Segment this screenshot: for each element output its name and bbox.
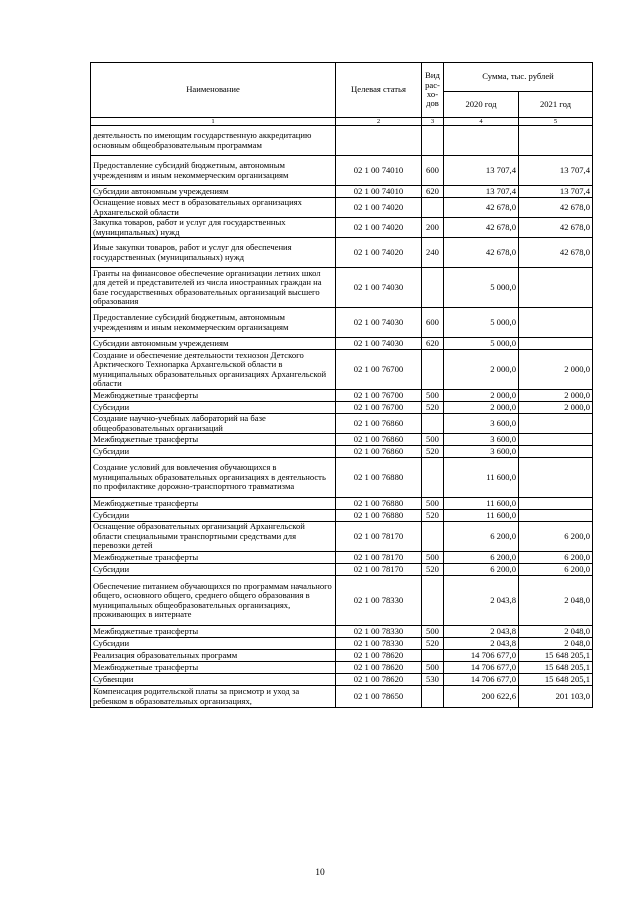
row-amount-2020: 11 600,0 bbox=[444, 458, 519, 498]
row-name: Закупка товаров, работ и услуг для государственных (муниципальных) нужд bbox=[91, 218, 336, 238]
row-code: 02 1 00 76880 bbox=[336, 510, 422, 522]
row-amount-2021 bbox=[519, 268, 593, 308]
column-number: 5 bbox=[519, 118, 593, 126]
row-name: деятельность по имеющим государственную аккредитацию основным общеобразовательным программам bbox=[91, 126, 336, 156]
row-type: 620 bbox=[422, 186, 444, 198]
row-amount-2021: 15 648 205,1 bbox=[519, 674, 593, 686]
row-name: Субсидии bbox=[91, 564, 336, 576]
row-name: Субсидии bbox=[91, 638, 336, 650]
row-amount-2021 bbox=[519, 510, 593, 522]
row-amount-2020: 6 200,0 bbox=[444, 522, 519, 552]
row-type: 200 bbox=[422, 218, 444, 238]
row-code: 02 1 00 74020 bbox=[336, 238, 422, 268]
row-code: 02 1 00 74020 bbox=[336, 218, 422, 238]
table-row bbox=[91, 498, 593, 510]
row-amount-2021 bbox=[519, 308, 593, 338]
row-name: Обеспечение питанием обучающихся по программам начального общего, основного общего, среднего общего образования в муниципальных общеобразовательных организациях, проживающих в интернате bbox=[91, 576, 336, 626]
table-row bbox=[91, 434, 593, 446]
budget-table bbox=[90, 62, 593, 708]
row-name: Межбюджетные трансферты bbox=[91, 434, 336, 446]
row-name: Межбюджетные трансферты bbox=[91, 552, 336, 564]
row-type: 620 bbox=[422, 338, 444, 350]
row-amount-2021: 42 678,0 bbox=[519, 238, 593, 268]
row-amount-2020: 13 707,4 bbox=[444, 186, 519, 198]
row-type bbox=[422, 414, 444, 434]
row-amount-2021: 6 200,0 bbox=[519, 552, 593, 564]
row-amount-2020: 200 622,6 bbox=[444, 686, 519, 708]
row-amount-2020: 42 678,0 bbox=[444, 218, 519, 238]
row-code: 02 1 00 74010 bbox=[336, 186, 422, 198]
row-name: Субсидии bbox=[91, 510, 336, 522]
row-amount-2021 bbox=[519, 126, 593, 156]
table-row bbox=[91, 268, 593, 308]
row-code: 02 1 00 74030 bbox=[336, 268, 422, 308]
row-amount-2021: 42 678,0 bbox=[519, 198, 593, 218]
table-row bbox=[91, 350, 593, 390]
row-code: 02 1 00 76860 bbox=[336, 446, 422, 458]
row-type bbox=[422, 686, 444, 708]
row-name: Создание условий для вовлечения обучающихся в муниципальных образовательных организациях в деятельность по профилактике дорожно-транспортного травматизма bbox=[91, 458, 336, 498]
table-row bbox=[91, 638, 593, 650]
row-type: 500 bbox=[422, 390, 444, 402]
table-row bbox=[91, 650, 593, 662]
row-type: 240 bbox=[422, 238, 444, 268]
table-row bbox=[91, 458, 593, 498]
row-code: 02 1 00 78330 bbox=[336, 576, 422, 626]
row-name: Субсидии автономным учреждениям bbox=[91, 186, 336, 198]
row-code: 02 1 00 76860 bbox=[336, 434, 422, 446]
row-amount-2020: 2 000,0 bbox=[444, 402, 519, 414]
row-name: Межбюджетные трансферты bbox=[91, 390, 336, 402]
row-amount-2021: 2 000,0 bbox=[519, 402, 593, 414]
row-code: 02 1 00 76700 bbox=[336, 350, 422, 390]
header-sum: Сумма, тыс. рублей bbox=[444, 63, 593, 92]
row-code: 02 1 00 74030 bbox=[336, 308, 422, 338]
row-amount-2021: 2 000,0 bbox=[519, 390, 593, 402]
header-year-2021: 2021 год bbox=[519, 91, 593, 117]
table-row bbox=[91, 576, 593, 626]
row-code: 02 1 00 74030 bbox=[336, 338, 422, 350]
row-code: 02 1 00 76700 bbox=[336, 390, 422, 402]
column-number: 1 bbox=[91, 118, 336, 126]
column-number: 2 bbox=[336, 118, 422, 126]
row-type bbox=[422, 268, 444, 308]
row-type bbox=[422, 126, 444, 156]
row-amount-2021: 6 200,0 bbox=[519, 564, 593, 576]
row-name: Реализация образовательных программ bbox=[91, 650, 336, 662]
table-row bbox=[91, 218, 593, 238]
row-amount-2021: 2 048,0 bbox=[519, 638, 593, 650]
row-name: Субсидии bbox=[91, 402, 336, 414]
row-amount-2021: 2 000,0 bbox=[519, 350, 593, 390]
table-row bbox=[91, 402, 593, 414]
row-name: Компенсация родительской платы за присмотр и уход за ребенком в образовательных организациях, bbox=[91, 686, 336, 708]
row-name: Предоставление субсидий бюджетным, автономным учреждениям и иным некоммерческим организациям bbox=[91, 156, 336, 186]
row-amount-2020: 14 706 677,0 bbox=[444, 650, 519, 662]
header-code: Целевая статья bbox=[336, 63, 422, 118]
row-code: 02 1 00 78620 bbox=[336, 650, 422, 662]
table-row bbox=[91, 686, 593, 708]
row-type: 520 bbox=[422, 510, 444, 522]
row-amount-2020: 14 706 677,0 bbox=[444, 662, 519, 674]
row-amount-2020 bbox=[444, 126, 519, 156]
row-amount-2020: 2 043,8 bbox=[444, 626, 519, 638]
header-type: Вид рас- хо- дов bbox=[422, 63, 444, 118]
row-code: 02 1 00 78620 bbox=[336, 674, 422, 686]
row-amount-2021: 2 048,0 bbox=[519, 626, 593, 638]
table-row bbox=[91, 308, 593, 338]
row-code: 02 1 00 76700 bbox=[336, 402, 422, 414]
row-amount-2020: 2 000,0 bbox=[444, 390, 519, 402]
row-amount-2020: 11 600,0 bbox=[444, 498, 519, 510]
row-amount-2020: 3 600,0 bbox=[444, 414, 519, 434]
row-code: 02 1 00 74010 bbox=[336, 156, 422, 186]
row-type: 600 bbox=[422, 156, 444, 186]
row-amount-2021 bbox=[519, 458, 593, 498]
row-amount-2021 bbox=[519, 414, 593, 434]
row-type bbox=[422, 458, 444, 498]
row-code: 02 1 00 78330 bbox=[336, 638, 422, 650]
row-code: 02 1 00 78170 bbox=[336, 564, 422, 576]
row-code: 02 1 00 78620 bbox=[336, 662, 422, 674]
table-row bbox=[91, 126, 593, 156]
row-type: 530 bbox=[422, 674, 444, 686]
table-row bbox=[91, 522, 593, 552]
row-type bbox=[422, 650, 444, 662]
row-name: Субвенции bbox=[91, 674, 336, 686]
table-row bbox=[91, 186, 593, 198]
row-name: Создание и обеспечение деятельности технозон Детского Арктического Технопарка Архангельской области в муниципальных образовательных организациях Архангельской области bbox=[91, 350, 336, 390]
row-name: Оснащение образовательных организаций Архангельской области специальными транспортными средствами для перевозки детей bbox=[91, 522, 336, 552]
row-name: Иные закупки товаров, работ и услуг для обеспечения государственных (муниципальных) нужд bbox=[91, 238, 336, 268]
header-year-2020: 2020 год bbox=[444, 91, 519, 117]
row-name: Создание научно-учебных лабораторий на базе общеобразовательных организаций bbox=[91, 414, 336, 434]
column-number-row bbox=[91, 118, 593, 126]
table-row bbox=[91, 674, 593, 686]
row-amount-2020: 5 000,0 bbox=[444, 338, 519, 350]
row-name: Субсидии bbox=[91, 446, 336, 458]
row-amount-2020: 2 043,8 bbox=[444, 576, 519, 626]
table-row bbox=[91, 338, 593, 350]
row-name: Межбюджетные трансферты bbox=[91, 498, 336, 510]
row-code: 02 1 00 76880 bbox=[336, 458, 422, 498]
row-amount-2020: 14 706 677,0 bbox=[444, 674, 519, 686]
row-name: Гранты на финансовое обеспечение организации летних школ для детей и представителей из числа иностранных граждан на базе государственных образовательных организаций высшего образования bbox=[91, 268, 336, 308]
column-number: 3 bbox=[422, 118, 444, 126]
row-amount-2021: 13 707,4 bbox=[519, 156, 593, 186]
row-name: Межбюджетные трансферты bbox=[91, 626, 336, 638]
row-amount-2020: 2 000,0 bbox=[444, 350, 519, 390]
table-body bbox=[91, 126, 593, 708]
row-name: Предоставление субсидий бюджетным, автономным учреждениям и иным некоммерческим организациям bbox=[91, 308, 336, 338]
row-amount-2021 bbox=[519, 498, 593, 510]
row-code: 02 1 00 78170 bbox=[336, 522, 422, 552]
row-name: Субсидии автономным учреждениям bbox=[91, 338, 336, 350]
row-code: 02 1 00 78330 bbox=[336, 626, 422, 638]
table-row bbox=[91, 510, 593, 522]
table-row bbox=[91, 552, 593, 564]
row-type bbox=[422, 198, 444, 218]
row-amount-2020: 13 707,4 bbox=[444, 156, 519, 186]
row-name: Оснащение новых мест в образовательных организациях Архангельской области bbox=[91, 198, 336, 218]
row-type: 500 bbox=[422, 434, 444, 446]
row-amount-2021: 2 048,0 bbox=[519, 576, 593, 626]
row-code: 02 1 00 78650 bbox=[336, 686, 422, 708]
row-type bbox=[422, 350, 444, 390]
table-row bbox=[91, 626, 593, 638]
row-amount-2021: 201 103,0 bbox=[519, 686, 593, 708]
row-amount-2021 bbox=[519, 446, 593, 458]
row-amount-2021: 42 678,0 bbox=[519, 218, 593, 238]
table-row bbox=[91, 156, 593, 186]
row-type bbox=[422, 576, 444, 626]
row-amount-2020: 5 000,0 bbox=[444, 308, 519, 338]
row-type: 500 bbox=[422, 662, 444, 674]
table-row bbox=[91, 446, 593, 458]
row-amount-2020: 6 200,0 bbox=[444, 564, 519, 576]
header-name: Наименование bbox=[91, 63, 336, 118]
table-row bbox=[91, 414, 593, 434]
row-type: 500 bbox=[422, 626, 444, 638]
row-amount-2020: 2 043,8 bbox=[444, 638, 519, 650]
row-type: 520 bbox=[422, 402, 444, 414]
row-code: 02 1 00 76860 bbox=[336, 414, 422, 434]
row-code: 02 1 00 74020 bbox=[336, 198, 422, 218]
row-type: 600 bbox=[422, 308, 444, 338]
row-amount-2020: 3 600,0 bbox=[444, 434, 519, 446]
row-type: 500 bbox=[422, 498, 444, 510]
row-code: 02 1 00 76880 bbox=[336, 498, 422, 510]
table-row bbox=[91, 198, 593, 218]
table-row bbox=[91, 662, 593, 674]
row-amount-2020: 42 678,0 bbox=[444, 198, 519, 218]
row-amount-2020: 42 678,0 bbox=[444, 238, 519, 268]
row-amount-2021: 15 648 205,1 bbox=[519, 650, 593, 662]
table-row bbox=[91, 564, 593, 576]
row-amount-2020: 6 200,0 bbox=[444, 552, 519, 564]
column-number: 4 bbox=[444, 118, 519, 126]
row-amount-2021: 13 707,4 bbox=[519, 186, 593, 198]
row-amount-2020: 3 600,0 bbox=[444, 446, 519, 458]
row-amount-2021 bbox=[519, 434, 593, 446]
page-number: 10 bbox=[315, 868, 325, 878]
row-type bbox=[422, 522, 444, 552]
row-code: 02 1 00 78170 bbox=[336, 552, 422, 564]
row-amount-2021 bbox=[519, 338, 593, 350]
row-name: Межбюджетные трансферты bbox=[91, 662, 336, 674]
row-amount-2021: 6 200,0 bbox=[519, 522, 593, 552]
row-type: 500 bbox=[422, 552, 444, 564]
row-type: 520 bbox=[422, 638, 444, 650]
row-code bbox=[336, 126, 422, 156]
row-type: 520 bbox=[422, 446, 444, 458]
row-amount-2020: 5 000,0 bbox=[444, 268, 519, 308]
row-amount-2021: 15 648 205,1 bbox=[519, 662, 593, 674]
row-amount-2020: 11 600,0 bbox=[444, 510, 519, 522]
table-row bbox=[91, 238, 593, 268]
row-type: 520 bbox=[422, 564, 444, 576]
table-row bbox=[91, 390, 593, 402]
